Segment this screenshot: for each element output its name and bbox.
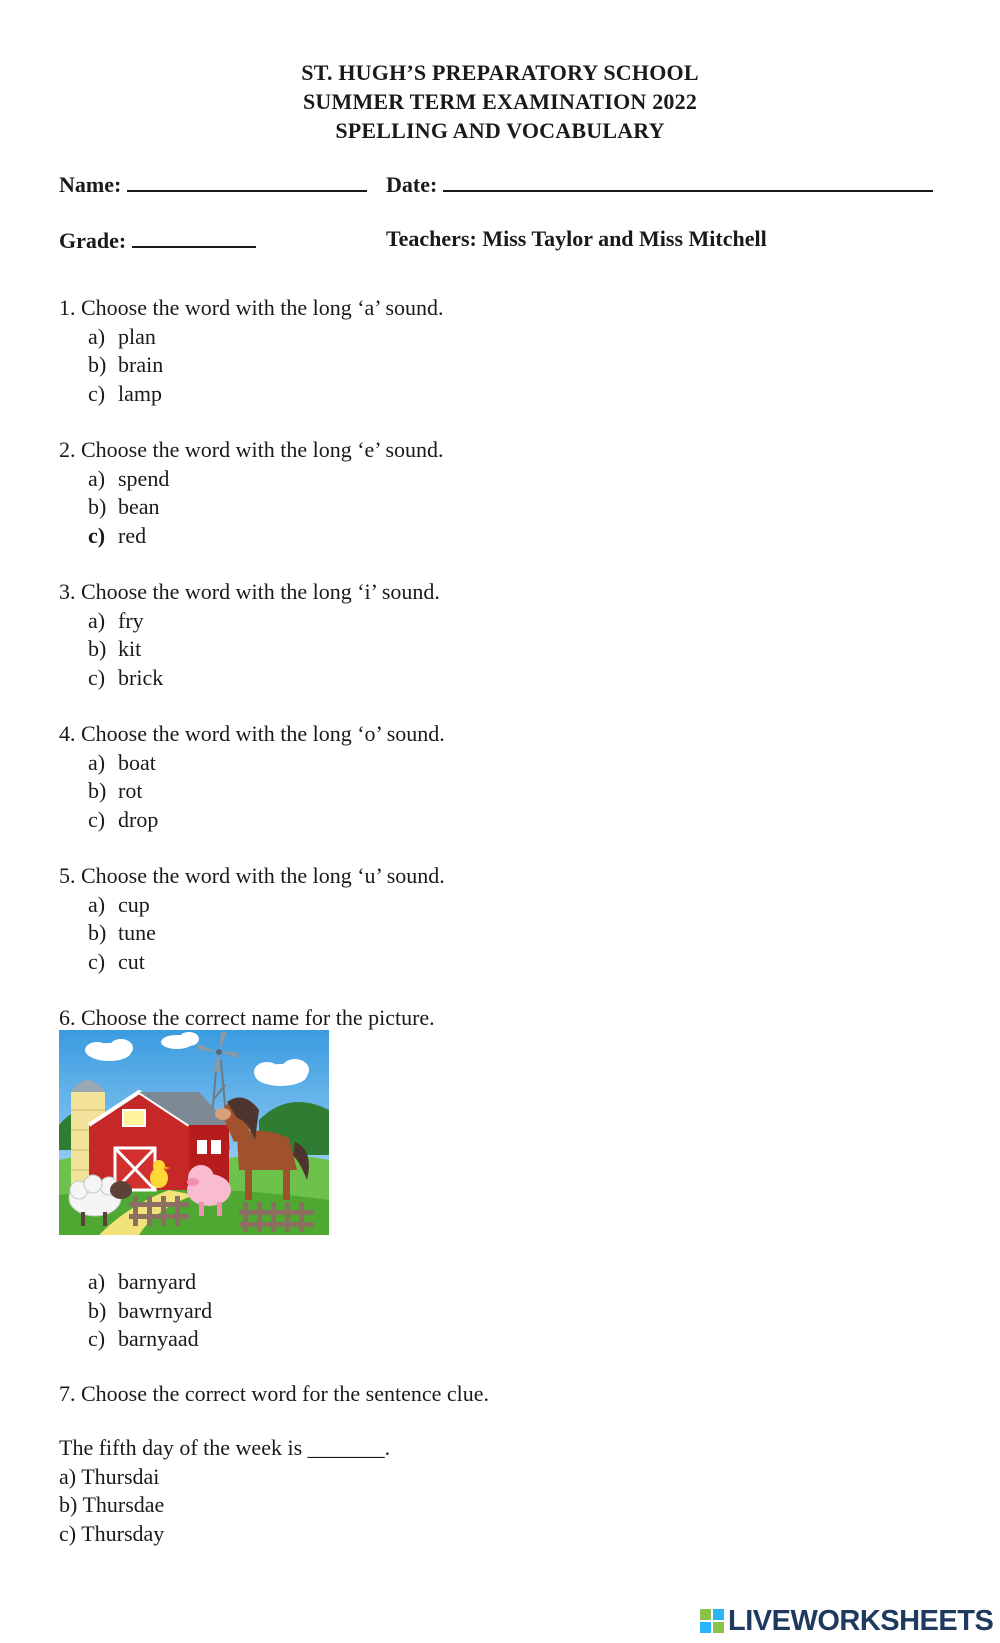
option-letter: c)	[88, 380, 106, 406]
teachers-label: Teachers: Miss Taylor and Miss Mitchell	[386, 226, 767, 251]
answer-options	[59, 749, 445, 835]
option-c[interactable]	[59, 1520, 390, 1549]
option-letter: b)	[88, 778, 107, 803]
option-text: Thursdai	[81, 1463, 160, 1489]
question-3	[59, 578, 440, 692]
option-text: spend	[118, 465, 170, 491]
option-c[interactable]	[59, 1325, 212, 1354]
option-letter: b)	[88, 1297, 107, 1323]
option-text: brick	[118, 664, 164, 690]
option-a[interactable]	[59, 465, 444, 494]
option-text: plan	[118, 323, 156, 349]
option-letter: c)	[59, 1520, 77, 1546]
option-a[interactable]	[59, 1268, 212, 1297]
answer-options	[59, 607, 440, 693]
option-text: brain	[118, 352, 164, 377]
option-text: drop	[118, 806, 159, 832]
option-c[interactable]	[59, 806, 445, 835]
liveworksheets-logo	[699, 1604, 993, 1638]
option-letter: a)	[88, 891, 106, 917]
option-a[interactable]	[59, 1463, 390, 1492]
option-letter: a)	[88, 1269, 106, 1294]
option-letter: a)	[88, 323, 106, 349]
question-prompt: 7. Choose the correct word for the sentence clue.	[59, 1381, 490, 1406]
subject-title: SPELLING AND VOCABULARY	[335, 118, 665, 143]
option-text: boat	[118, 749, 156, 775]
farm-scene-picture	[59, 1030, 329, 1235]
grade-label: Grade:	[59, 228, 127, 253]
option-letter: a)	[88, 607, 106, 633]
option-a[interactable]	[59, 749, 445, 778]
school-name: ST. HUGH’S PREPARATORY SCHOOL	[301, 60, 699, 85]
option-letter: b)	[59, 1492, 78, 1517]
option-c[interactable]	[59, 380, 444, 409]
option-letter: a)	[88, 749, 106, 775]
question-5	[59, 862, 445, 976]
question-prompt: 3. Choose the word with the long ‘i’ sound.	[59, 579, 440, 604]
option-b[interactable]	[59, 635, 440, 664]
option-letter: b)	[88, 494, 107, 519]
exam-title: SUMMER TERM EXAMINATION 2022	[302, 89, 698, 114]
option-text: Thursdae	[82, 1492, 165, 1517]
question-prompt: 4. Choose the word with the long ‘o’ sound.	[59, 721, 445, 746]
worksheet-header	[0, 58, 1000, 145]
grade-blank[interactable]	[132, 226, 256, 248]
option-letter: c)	[88, 1326, 106, 1351]
option-letter: c)	[88, 522, 106, 548]
option-text: kit	[118, 636, 142, 661]
liveworksheets-logo-icon	[699, 1608, 725, 1634]
date-blank[interactable]	[443, 170, 933, 192]
option-text: cup	[118, 891, 150, 917]
option-text: bean	[118, 494, 160, 519]
option-a[interactable]	[59, 891, 445, 920]
date-field-row	[386, 170, 933, 198]
question-prompt: 1. Choose the word with the long ‘a’ sound.	[59, 295, 444, 320]
option-b[interactable]	[59, 919, 445, 948]
option-c[interactable]	[59, 522, 444, 551]
option-text: bawrnyard	[118, 1297, 213, 1323]
answer-options	[59, 323, 444, 409]
option-letter: b)	[88, 920, 107, 945]
question-4	[59, 720, 445, 834]
option-a[interactable]	[59, 323, 444, 352]
option-text: cut	[118, 948, 145, 974]
option-b[interactable]	[59, 1491, 390, 1520]
date-label: Date:	[386, 172, 438, 197]
option-text: rot	[118, 778, 143, 803]
answer-options	[59, 465, 444, 551]
option-letter: c)	[88, 664, 106, 690]
logo-text: LIVEWORKSHEETS	[728, 1604, 994, 1637]
option-text: lamp	[118, 380, 162, 406]
question-7-body	[59, 1434, 390, 1548]
answer-options	[59, 1463, 390, 1549]
question-6-options	[59, 1268, 212, 1354]
option-b[interactable]	[59, 1297, 212, 1326]
name-field-row	[59, 170, 367, 198]
option-text: Thursday	[81, 1520, 165, 1546]
option-letter: a)	[88, 465, 106, 491]
option-b[interactable]	[59, 493, 444, 522]
question-6	[59, 1004, 435, 1033]
question-1	[59, 294, 444, 408]
option-c[interactable]	[59, 948, 445, 977]
question-7	[59, 1380, 489, 1409]
option-letter: c)	[88, 806, 106, 832]
option-letter: b)	[88, 636, 107, 661]
question-2	[59, 436, 444, 550]
option-text: barnyaad	[118, 1326, 199, 1351]
option-c[interactable]	[59, 664, 440, 693]
option-b[interactable]	[59, 351, 444, 380]
option-letter: a)	[59, 1463, 77, 1489]
option-text: red	[118, 522, 147, 548]
question-prompt: 2. Choose the word with the long ‘e’ sound.	[59, 437, 444, 462]
option-b[interactable]	[59, 777, 445, 806]
answer-options	[59, 1268, 212, 1354]
name-blank[interactable]	[127, 170, 367, 192]
option-a[interactable]	[59, 607, 440, 636]
question-prompt: 5. Choose the word with the long ‘u’ sound.	[59, 863, 445, 888]
name-label: Name:	[59, 172, 122, 197]
question-prompt: 6. Choose the correct name for the picture.	[59, 1005, 435, 1030]
option-text: fry	[118, 607, 144, 633]
grade-field-row	[59, 226, 256, 254]
option-letter: c)	[88, 948, 106, 974]
answer-options	[59, 891, 445, 977]
sentence-clue: The fifth day of the week is _______.	[59, 1435, 391, 1460]
option-text: barnyard	[118, 1269, 197, 1294]
option-letter: b)	[88, 352, 107, 377]
option-text: tune	[118, 920, 156, 945]
